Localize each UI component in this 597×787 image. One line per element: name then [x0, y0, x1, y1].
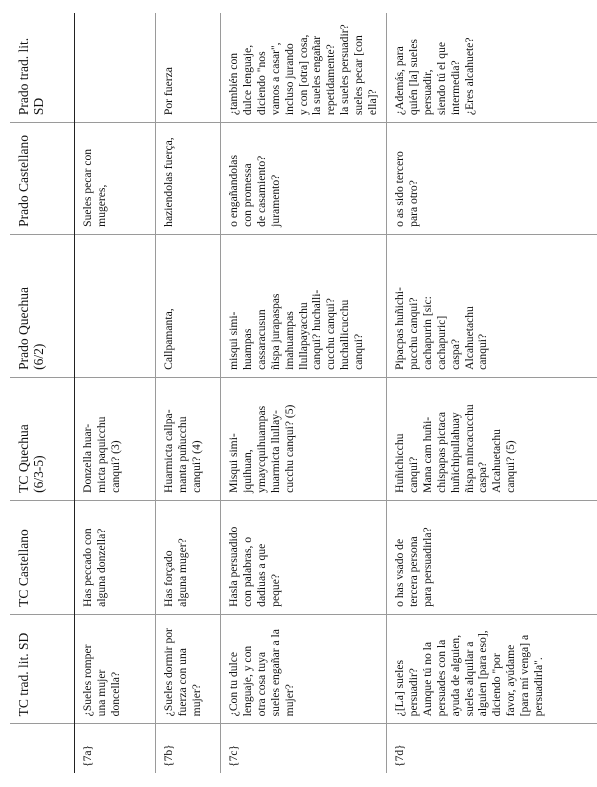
cell-line: o as sido tercero	[392, 151, 406, 227]
parallel-text-table	[10, 13, 597, 773]
cell-line: mujer?	[189, 684, 203, 717]
cell-line: Has forçado	[162, 550, 175, 607]
cell-tc-castellano	[75, 500, 156, 614]
cell-line: Has peccado con	[81, 528, 94, 607]
header-prado-castellano: Prado Castellano	[10, 123, 75, 235]
table-row	[221, 13, 387, 773]
cell-tc-quechua	[386, 377, 597, 500]
cell-line: vamos a casar",	[268, 42, 282, 116]
cell-line: mujer?	[282, 684, 296, 717]
cell-line: peque?	[268, 573, 282, 607]
cell-line: siendo tú el que	[434, 41, 448, 116]
cell-line: canqui? huchalli-	[310, 289, 324, 370]
cell-line: diciendo "nos	[254, 51, 268, 116]
cell-prado-castellano	[156, 123, 221, 235]
cell-tc-quechua	[156, 377, 221, 500]
cell-line: Callpamanta,	[162, 308, 175, 370]
cell-line: ¿también con	[227, 52, 240, 116]
cell-line: ¿Sueles dormir por	[162, 628, 175, 717]
cell-prado-castellano	[75, 123, 156, 235]
header-id	[10, 724, 75, 773]
cell-line: cachapuric]	[434, 315, 448, 370]
cell-line: huarmicta llullay-	[268, 410, 282, 493]
cell-line: alguien [para eso],	[476, 630, 490, 717]
cell-line: canqui? (3)	[108, 440, 122, 493]
cell-line: ¿[La] sueles	[392, 660, 406, 717]
cell-line: sueles pecar [con	[352, 35, 366, 116]
cell-line: Hasla persuadido	[227, 526, 240, 607]
cell-line: la sueles persuadir?	[338, 24, 352, 116]
cell-prado-trad	[221, 13, 387, 123]
cell-tc-castellano	[156, 500, 221, 614]
cell-line: persuades con la	[434, 639, 448, 717]
header-prado-trad	[10, 13, 75, 123]
row-id: {7c}	[221, 724, 387, 773]
cell-line: dulce lenguaje,	[240, 44, 254, 116]
cell-line: ¿Además, para	[392, 46, 406, 116]
cell-line: cucchu canqui? (5)	[282, 404, 296, 493]
cell-line: ymaycquihuampas	[254, 405, 268, 493]
cell-line: persuadir?	[406, 668, 420, 717]
cell-line: canqui? (4)	[189, 440, 203, 493]
cell-line: tercera persona	[406, 536, 420, 607]
table-row	[75, 13, 156, 773]
cell-line: dadiuas a que	[254, 543, 268, 607]
cell-line: huampas	[240, 328, 254, 370]
cell-line: ella]?	[366, 89, 380, 116]
table-body	[75, 13, 597, 773]
table-row	[386, 13, 597, 773]
cell-line: huchallicucchu	[338, 299, 352, 370]
row-id: {7a}	[75, 724, 156, 773]
cell-line: ayuda de alguien,	[448, 634, 462, 717]
header-prado-quechua	[10, 234, 75, 377]
header-tc-quechua-ref: (6/3-5)	[31, 455, 47, 493]
cell-line: [para mí venga] a	[518, 634, 532, 717]
cell-line: diciendo "por	[490, 653, 504, 717]
cell-prado-quechua	[386, 234, 597, 377]
cell-line: caspa?	[448, 338, 462, 370]
cell-line: Mana cam huñi-	[420, 416, 434, 493]
cell-line: huñichipullahuay	[448, 412, 462, 493]
cell-prado-castellano	[221, 123, 387, 235]
cell-line: persuadir,	[420, 69, 434, 116]
cell-line: una mujer	[94, 669, 108, 717]
cell-line: imahuampas	[282, 311, 296, 370]
cell-line: Huarmicta callpa-	[162, 409, 175, 493]
cell-line: doncella?	[108, 671, 122, 717]
cell-line: Aunque tú no la	[420, 641, 434, 717]
cell-line: canqui?	[352, 333, 366, 370]
header-prado-quechua-title: Prado Quechua	[16, 287, 31, 370]
row-id: {7d}	[392, 744, 406, 767]
cell-line: micta paquicchu	[94, 416, 108, 493]
cell-line: con palabras, o	[240, 536, 254, 607]
cell-tc-quechua	[221, 377, 387, 500]
cell-line: Alcahuetachu	[490, 429, 504, 493]
cell-line: Alcahuetachu	[462, 306, 476, 370]
cell-tc-castellano	[386, 500, 597, 614]
cell-line: cachapurin [sic:	[420, 296, 434, 370]
cell-line: llullapayacchu	[296, 302, 310, 370]
cell-line: alguna muger?	[175, 538, 189, 607]
cell-line: otra cosa tuya	[254, 651, 268, 717]
cell-line: canqui? (5)	[504, 440, 518, 493]
cell-line: favor, ayúdame	[504, 644, 518, 717]
cell-line: haziendolas fuerça,	[162, 137, 175, 227]
header-tc-quechua-title: TC Quechua	[16, 424, 31, 493]
cell-line: Por fuerza	[162, 67, 175, 116]
cell-prado-trad	[386, 13, 597, 123]
cell-line: lenguaje, y con	[240, 645, 254, 717]
cell-line: persuadirla".	[532, 657, 546, 717]
cell-line: de casamiento?	[254, 155, 268, 227]
cell-line: Misqui simi-	[227, 433, 240, 493]
header-prado-quechua-ref: (6/2)	[31, 343, 47, 370]
cell-line: ñispa jurapaspas	[268, 293, 282, 370]
cell-line: manta puñucchu	[175, 416, 189, 493]
header-prado-trad-sd: SD	[31, 97, 47, 116]
header-prado-trad-title: Prado trad. lit.	[16, 37, 31, 116]
cell-line: para persuadirla?	[420, 527, 434, 607]
cell-prado-quechua	[75, 234, 156, 377]
cell-line: ¿Eres alcahuete?	[462, 37, 476, 116]
cell-line: ñispa mincacucchu	[462, 404, 476, 493]
cell-prado-quechua	[156, 234, 221, 377]
cell-line: juramento?	[268, 174, 282, 227]
cell-line: cucchu canqui?	[324, 298, 338, 370]
cell-line: la sueles engañar	[310, 35, 324, 116]
table-row	[156, 13, 221, 773]
cell-line: chispapas pictaca	[434, 412, 448, 493]
cell-tc-trad-sd	[75, 614, 156, 724]
cell-line: mugeres,	[94, 184, 108, 227]
cell-line: Pipacpas huñichi-	[392, 287, 406, 370]
cell-prado-trad	[75, 13, 156, 123]
cell-tc-trad-sd	[386, 614, 597, 724]
cell-line: incluso jurando	[282, 43, 296, 116]
cell-line: misqui simi-	[227, 311, 240, 370]
cell-line: sueles alquilar a	[462, 641, 476, 717]
cell-line: alguna donzella?	[94, 528, 108, 607]
cell-line: cassaracusun	[254, 309, 268, 370]
cell-line: caspa?	[476, 461, 490, 493]
cell-tc-quechua	[75, 377, 156, 500]
cell-tc-trad-sd	[156, 614, 221, 724]
cell-line: Donzella huar-	[81, 423, 94, 493]
cell-line: canqui?	[406, 456, 420, 493]
cell-line: intermedia?	[448, 60, 462, 116]
cell-line: jquihuan,	[240, 449, 254, 493]
cell-line: ¿Sueles romper	[81, 644, 94, 717]
header-tc-quechua	[10, 377, 75, 500]
cell-prado-quechua	[221, 234, 387, 377]
cell-prado-trad	[156, 13, 221, 123]
cell-line: o engañandolas	[227, 155, 240, 227]
cell-line: repetidamente?	[324, 44, 338, 116]
cell-line: y con [otra] cosa,	[296, 34, 310, 116]
cell-line: quién [la] sueles	[406, 39, 420, 116]
cell-line: fuerza con una	[175, 648, 189, 717]
cell-line: o has vsado de	[392, 538, 406, 607]
cell-line: ¿Con tu dulce	[227, 651, 240, 717]
cell-tc-castellano	[221, 500, 387, 614]
header-tc-trad-sd: TC trad. lit. SD	[10, 614, 75, 724]
cell-line: Sueles pecar con	[81, 148, 94, 227]
cell-line: con promessa	[240, 163, 254, 227]
cell-line: sueles engañar a la	[268, 629, 282, 717]
cell-line: para otro?	[406, 180, 420, 227]
cell-line: Huñichicchu	[392, 433, 406, 493]
cell-tc-trad-sd	[221, 614, 387, 724]
cell-prado-castellano	[386, 123, 597, 235]
header-row	[10, 13, 75, 773]
row-id: {7b}	[156, 724, 221, 773]
cell-line: canqui?	[476, 333, 490, 370]
header-tc-castellano: TC Castellano	[10, 500, 75, 614]
cell-line: pucchu canqui?	[406, 297, 420, 370]
